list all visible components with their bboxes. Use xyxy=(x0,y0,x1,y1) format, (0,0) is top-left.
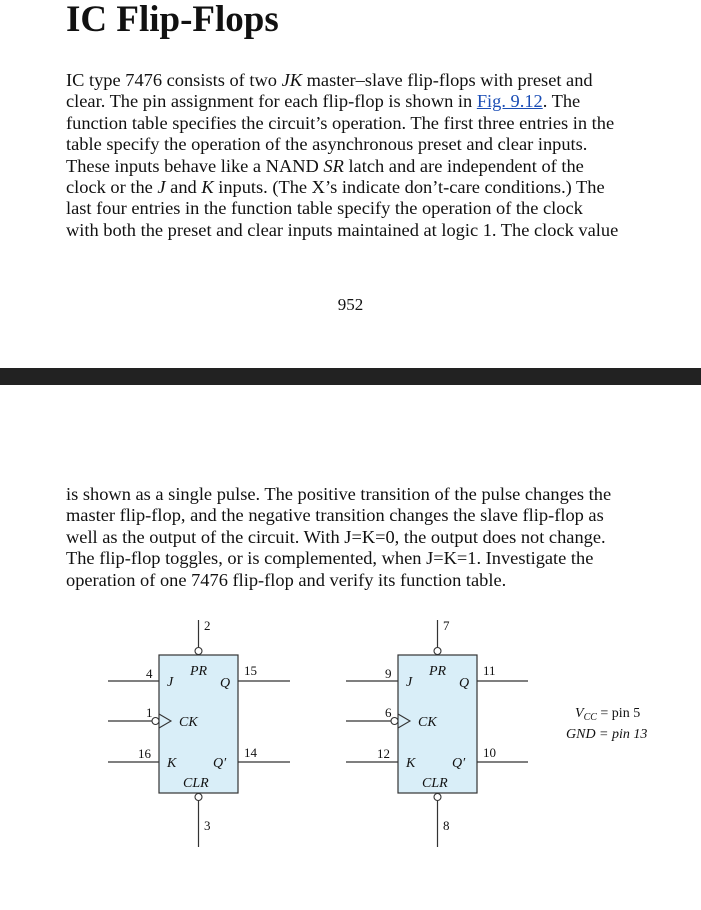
text-line: last four entries in the function table specify the operation of the clock xyxy=(66,198,583,219)
page-divider xyxy=(0,368,701,385)
page-number: 952 xyxy=(337,295,364,314)
pin-number: 10 xyxy=(483,745,496,760)
ck-label: CK xyxy=(418,715,437,730)
pr-bubble xyxy=(195,648,202,655)
pin-number: 15 xyxy=(244,663,257,678)
clr-label: CLR xyxy=(183,776,209,791)
clr-bubble xyxy=(434,794,441,801)
text-line: The flip-flop toggles, or is complemented, when J=K=1. Investigate the xyxy=(66,548,594,569)
j-label: J xyxy=(167,675,174,690)
q-label: Q xyxy=(459,676,470,691)
ck-bubble xyxy=(391,718,398,725)
text-line: function table specifies the circuit’s operation. The first three entries in the xyxy=(66,112,615,133)
figure-link[interactable]: Fig. 9.12 xyxy=(476,91,543,112)
pin-number: 3 xyxy=(204,818,211,833)
pin-number: 11 xyxy=(483,663,496,678)
pr-label: PR xyxy=(429,664,447,679)
text-line: with both the preset and clear inputs maintained at logic 1. The clock value xyxy=(66,219,619,240)
pin-number: 7 xyxy=(443,618,450,633)
text-line: clear. The pin assignment for each flip-flop is shown in Fig. 9.12. The xyxy=(66,91,581,112)
flipflop-1 xyxy=(108,618,290,847)
clr-label: CLR xyxy=(422,776,448,791)
paragraph-1 xyxy=(66,70,676,241)
text-line: IC type 7476 consists of two JK master–slave flip-flops with preset and xyxy=(66,70,593,90)
page-bottom xyxy=(0,385,701,910)
text-line: well as the output of the circuit. With J=K=0, the output does not change. xyxy=(66,526,606,547)
pin-number: 12 xyxy=(377,746,390,761)
j-label: J xyxy=(406,675,413,690)
text-line: is shown as a single pulse. The positive transition of the pulse changes the xyxy=(66,484,612,504)
gnd-note: GND = pin 13 xyxy=(566,727,648,742)
q-label: Q xyxy=(220,676,231,691)
flipflop-2 xyxy=(346,618,528,847)
page-top xyxy=(0,0,701,372)
text-line: table specify the operation of the asynchronous preset and clear inputs. xyxy=(66,134,588,155)
clr-bubble xyxy=(195,794,202,801)
k-label: K xyxy=(167,756,177,771)
text-line: clock or the J and K inputs. (The X’s indicate don’t-care conditions.) The xyxy=(66,177,605,198)
pin-number: 9 xyxy=(385,666,392,681)
pr-bubble xyxy=(434,648,441,655)
pr-label: PR xyxy=(190,664,208,679)
text-line: master flip-flop, and the negative transition changes the slave flip-flop as xyxy=(66,505,604,526)
vcc-note: $V_{CC}$ = pin 5 xyxy=(575,706,641,723)
pin-assignment-figure xyxy=(0,600,701,860)
pin-number: 8 xyxy=(443,818,450,833)
pin-number: 1 xyxy=(146,705,153,720)
pin-number: 14 xyxy=(244,745,257,760)
text-line: These inputs behave like a NAND SR latch and are independent of the xyxy=(66,155,584,176)
section-heading: IC Flip-Flops xyxy=(66,0,279,40)
pin-number: 4 xyxy=(146,666,153,681)
pin-number: 6 xyxy=(385,705,392,720)
paragraph-2 xyxy=(66,484,676,591)
pin-number: 16 xyxy=(138,746,151,761)
ck-bubble xyxy=(152,718,159,725)
ck-label: CK xyxy=(179,715,198,730)
pin-number: 2 xyxy=(204,618,211,633)
text-line: operation of one 7476 flip-flop and verify its function table. xyxy=(66,569,507,590)
k-label: K xyxy=(406,756,416,771)
qn-label: Q′ xyxy=(213,756,227,771)
qn-label: Q′ xyxy=(452,756,466,771)
